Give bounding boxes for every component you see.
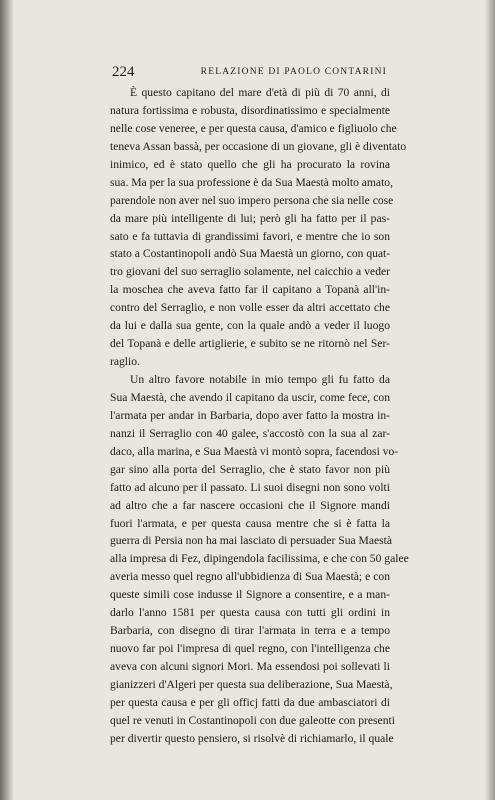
text-line: quel re venuti in Costantinopoli con due galeotte con presenti — [110, 713, 395, 727]
paragraph — [110, 371, 409, 748]
text-line: aveva con alcuni signori Mori. Ma essendosi poi sollevati li — [110, 660, 390, 673]
text-line: tro giovani del suo serraglio solamente, nel caicchio a veder — [110, 265, 390, 279]
text-line: sua. Ma per la sua professione è da Sua Maestà molto amato, — [110, 175, 393, 189]
text-line: stato a Costantinopoli andò Sua Maestà un giorno, con quat- — [110, 247, 391, 261]
text-line: l'armata per andar in Barbaria, dopo aver fatto la mostra in- — [110, 408, 390, 422]
text-line: per divertir questo pensiero, si risolvè di richiamarlo, il quale — [110, 731, 394, 745]
text-line: Un altro favore notabile in mio tempo gli fu fatto da — [130, 373, 390, 386]
text-line: Barbaria, con disegno di tirar l'armata in terra e a tempo — [110, 624, 390, 638]
text-line: nanzi il Serraglio con 40 galee, s'accostò con la sua al zar- — [110, 426, 390, 440]
text-line: gar sino alla porta del Serraglio, che è stato favor non più — [110, 462, 390, 476]
text-line: fatto ad alcuno per il passato. Li suoi disegni non sono volti — [110, 480, 390, 494]
paragraph — [110, 84, 407, 371]
text-line: inimico, ed è stato quello che gli ha procurato la rovina — [110, 157, 390, 171]
text-line: sato e fa tuttavia di grandissimi favori, e mentre che io son — [110, 229, 390, 243]
text-line: fuori l'armata, e per questa causa mentre che si è fatta la — [110, 516, 390, 530]
page-number: 224 — [112, 64, 135, 80]
text-line: del Topanà e delle artiglierie, e subito se ne ritornò nel Ser- — [110, 337, 390, 351]
text-line: raglio. — [110, 355, 140, 369]
text-line: la moschea che aveva fatto far il capitano a Topanà all'in- — [110, 283, 390, 297]
text-line: contro del Serraglio, e non volle esser da altri accettato che — [110, 301, 390, 315]
text-line: alla impresa di Fez, dipingendola facilissima, e che con 50 galee — [110, 552, 409, 566]
text-line: teneva Assan bassà, per occasione di un giovane, gli è diventato — [110, 139, 407, 153]
text-line: queste simili cose indusse il Signore a consentire, e a man- — [110, 588, 390, 602]
text-line: per questa causa e per gli officj fatti da due ambasciatori di — [110, 695, 390, 709]
text-line: guerra di Persia non ha mai lasciato di persuader Sua Maestà — [110, 534, 393, 548]
text-line: nelle cose veneree, e per questa causa, d'amico e figliuolo che — [110, 121, 397, 135]
text-line: natura fortissima e robusta, disordinatissimo e specialmente — [110, 103, 390, 117]
text-line: È questo capitano del mare d'età di più di 70 anni, di — [130, 86, 390, 99]
page-header — [112, 64, 387, 80]
text-line: gianizzeri d'Algeri per questa sua deliberazione, Sua Maestà, — [110, 677, 393, 691]
text-line: parendole non aver nel suo impero persona che sia nelle cose — [110, 193, 394, 207]
text-line: ad altro che a far nascere occasioni che il Signore mandi — [110, 498, 390, 512]
text-line: Sua Maestà, che avendo il capitano da uscir, come fece, con — [110, 390, 390, 404]
text-line: da lui e dalla sua gente, con la quale andò a veder il luogo — [110, 319, 390, 333]
body-text — [110, 84, 409, 748]
text-line: nuovo far poi l'impresa di quel regno, con l'intelligenza che — [110, 642, 390, 656]
running-title: RELAZIONE DI PAOLO CONTARINI — [200, 67, 387, 77]
text-line: averia messo quel regno all'ubbidienza di Sua Maestà; e con — [110, 570, 390, 584]
text-line: darlo l'anno 1581 per questa causa con tutti gli ordini in — [110, 606, 390, 620]
text-line: daco, alla marina, e Sua Maestà vi montò sopra, facendosi vo- — [110, 444, 399, 458]
text-line: da mare più intelligente di lui; però gli ha fatto per il pas- — [110, 211, 390, 225]
